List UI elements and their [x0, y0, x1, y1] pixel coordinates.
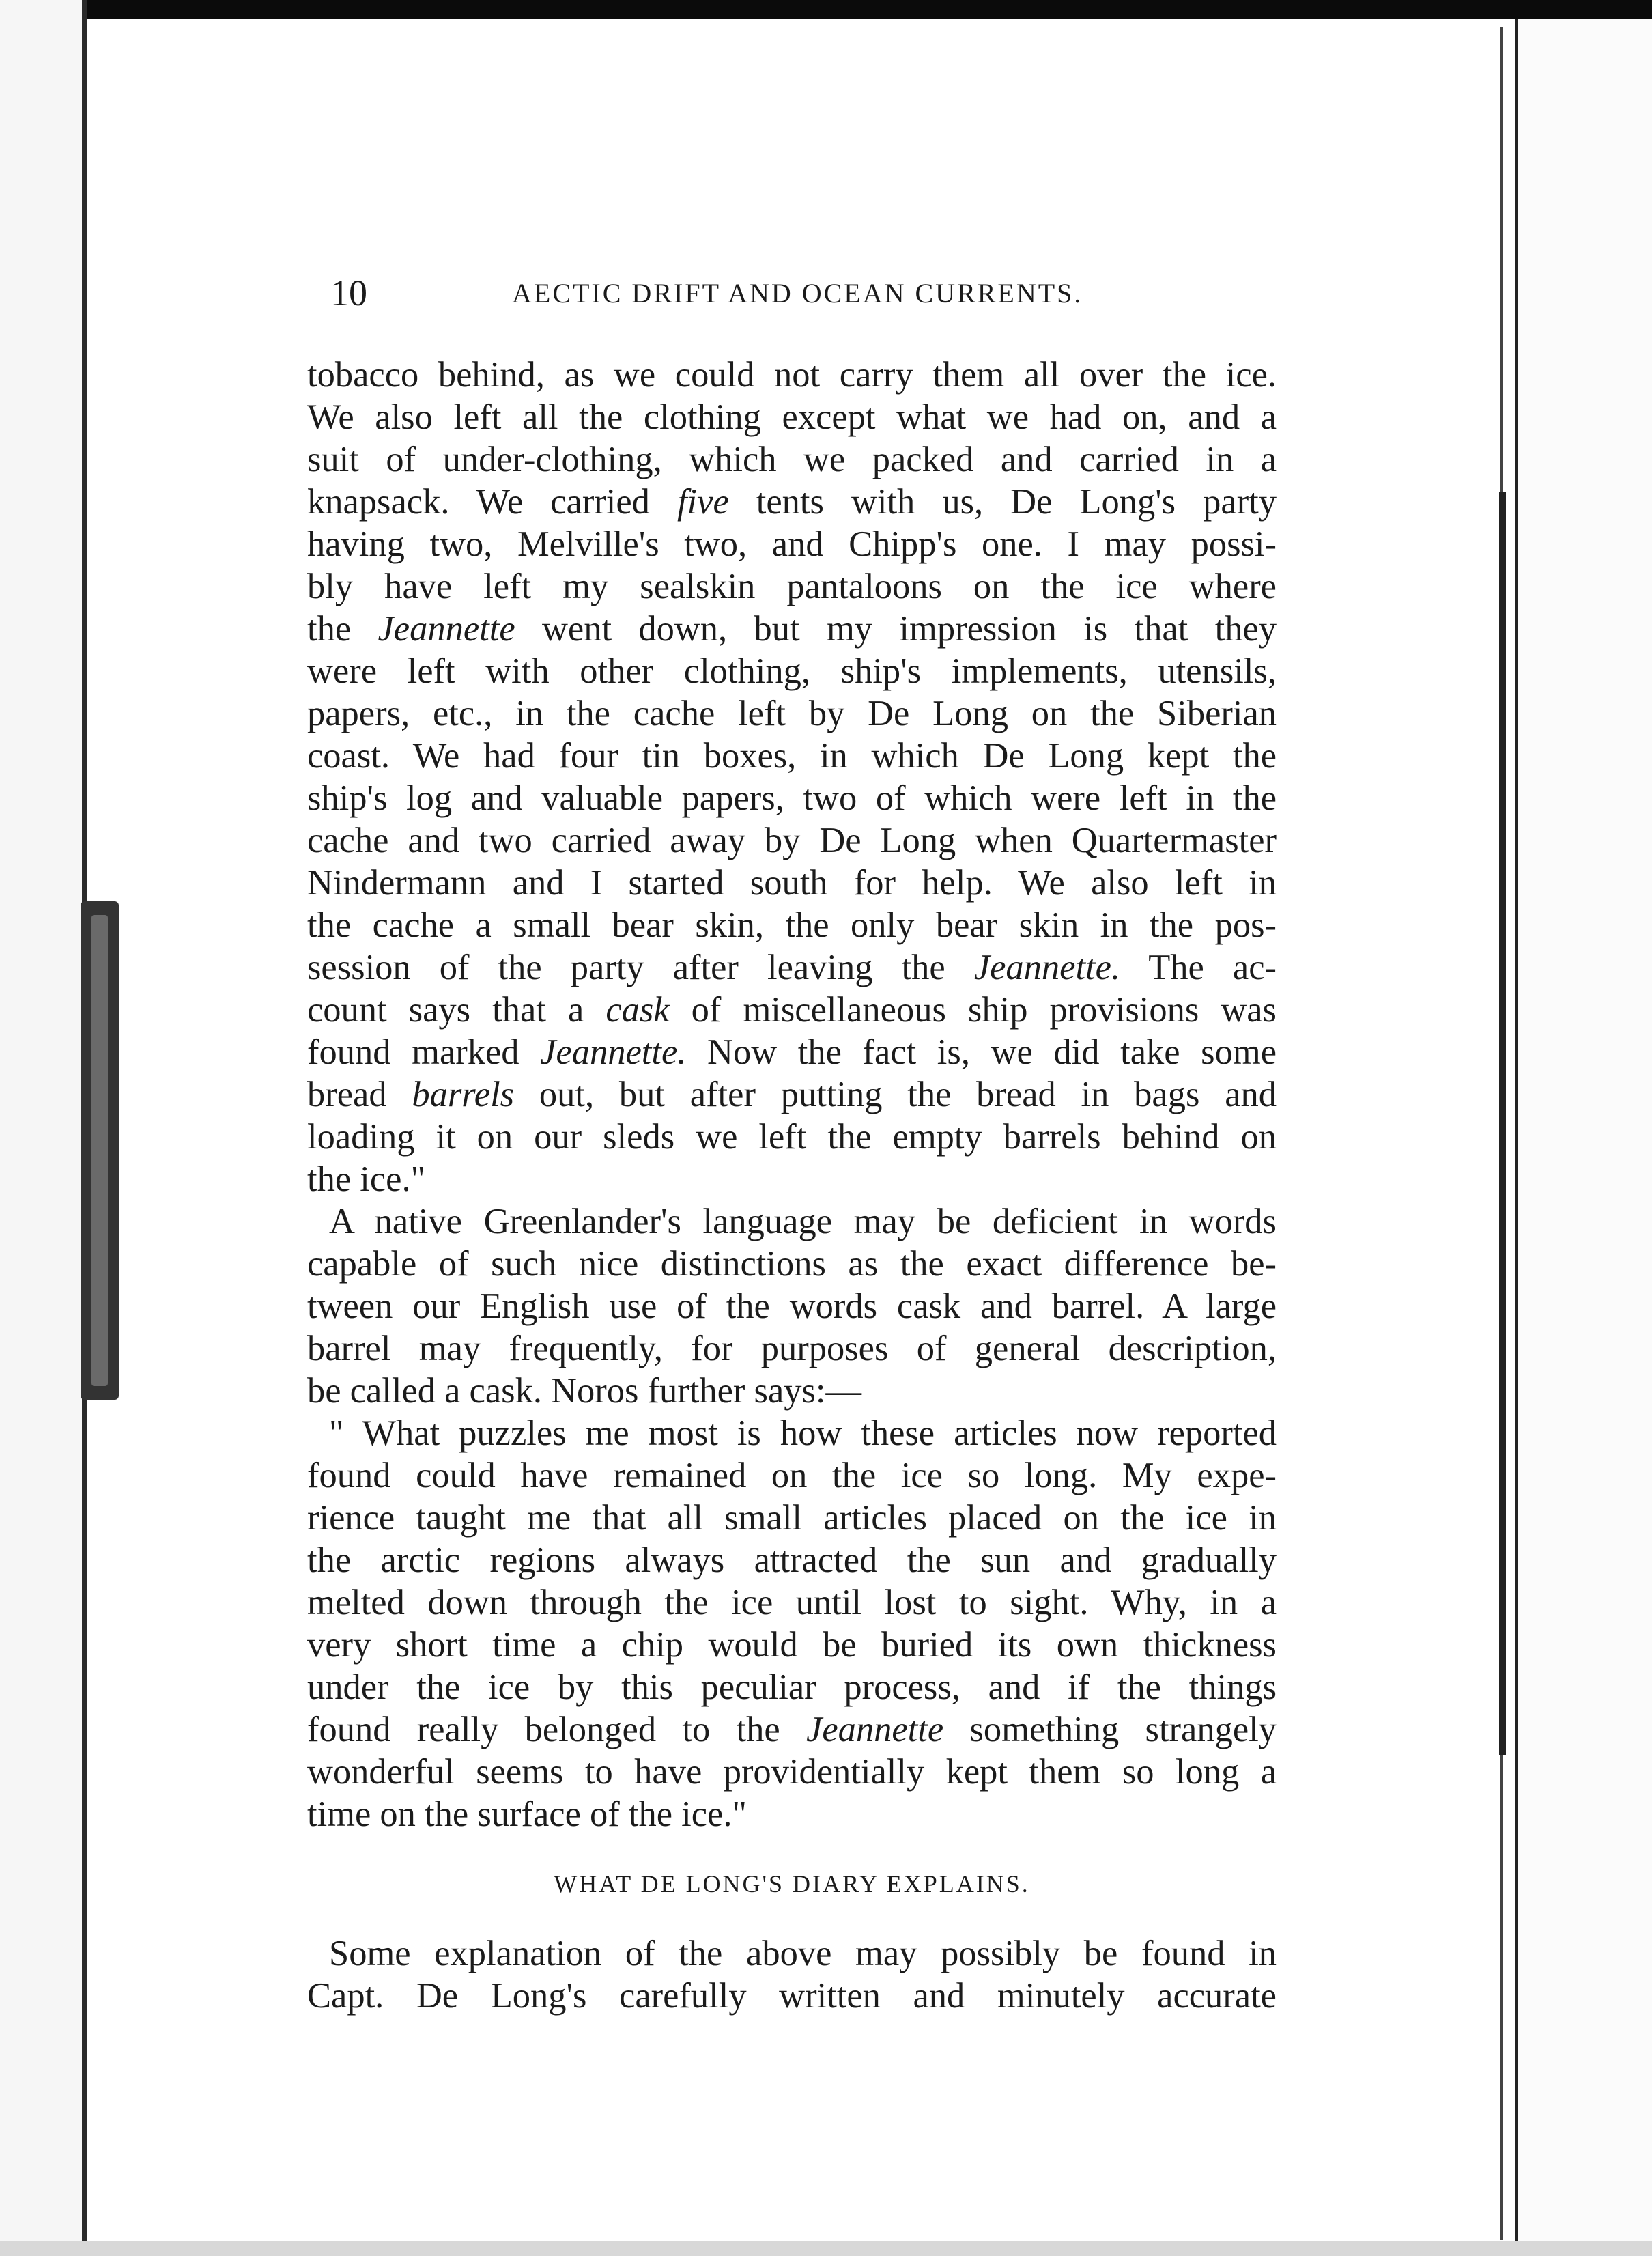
text-line: the ice.": [307, 1159, 426, 1199]
italic-text: Jeannette.: [540, 1032, 687, 1072]
binding-clip-inner: [91, 915, 108, 1386]
text-line: bread barrels out, but after putting the bread in bags and: [307, 1075, 1277, 1114]
scan-left-margin: [0, 0, 87, 2256]
text-line: Capt. De Long's carefully written and minutely accurate: [307, 1976, 1277, 2016]
text-line: tween our English use of the words cask and barrel. A large: [307, 1286, 1277, 1326]
text-line: the cache a small bear skin, the only bear skin in the pos-: [307, 905, 1277, 945]
running-head: AECTIC DRIFT AND OCEAN CURRENTS.: [512, 278, 1083, 309]
section-heading: WHAT DE LONG'S DIARY EXPLAINS.: [554, 1870, 1030, 1898]
text-line: capable of such nice distinctions as the exact difference be-: [307, 1244, 1277, 1284]
text-line: knapsack. We carried five tents with us, De Long's party: [307, 482, 1277, 522]
text-line: We also left all the clothing except what we had on, and a: [307, 397, 1277, 437]
text-line: suit of under-clothing, which we packed and carried in a: [307, 440, 1277, 479]
text-line: A native Greenlander's language may be deficient in words: [329, 1202, 1277, 1241]
facing-page: [1515, 19, 1652, 2241]
italic-text: five: [677, 482, 729, 522]
body-text: [307, 354, 1277, 2017]
text-line: barrel may frequently, for purposes of general description,: [307, 1329, 1277, 1368]
scan-top-border: [0, 0, 1652, 19]
text-line: under the ice by this peculiar process, and if the things: [307, 1667, 1277, 1707]
text-line: found marked Jeannette. Now the fact is, we did take some: [307, 1032, 1277, 1072]
text-line: the Jeannette went down, but my impression is that they: [307, 609, 1277, 649]
text-line: time on the surface of the ice.": [307, 1794, 747, 1834]
text-line: Nindermann and I started south for help. We also left in: [307, 863, 1277, 903]
text-line: having two, Melville's two, and Chipp's one. I may possi-: [307, 524, 1277, 564]
text-line: tobacco behind, as we could not carry them all over the ice.: [307, 355, 1277, 395]
text-line: found really belonged to the Jeannette something strangely: [307, 1710, 1277, 1749]
text-line: bly have left my sealskin pantaloons on the ice where: [307, 567, 1277, 606]
text-line: the arctic regions always attracted the sun and gradually: [307, 1540, 1277, 1580]
text-line: count says that a cask of miscellaneous ship provisions was: [307, 990, 1277, 1030]
text-line: rience taught me that all small articles placed on the ice in: [307, 1498, 1277, 1538]
text-line: session of the party after leaving the Jeannette. The ac-: [307, 948, 1277, 987]
text-line: Some explanation of the above may possibly be found in: [329, 1934, 1277, 1973]
paragraph-block: [307, 1932, 1277, 2017]
scan-bottom-border: [0, 2241, 1652, 2256]
text-line: loading it on our sleds we left the empty barrels behind on: [307, 1117, 1277, 1157]
italic-text: Jeannette: [378, 609, 515, 649]
italic-text: Jeannette: [806, 1710, 944, 1749]
italic-text: cask: [606, 990, 670, 1030]
text-line: ship's log and valuable papers, two of which were left in the: [307, 778, 1277, 818]
text-line: coast. We had four tin boxes, in which De Long kept the: [307, 736, 1277, 776]
text-line: melted down through the ice until lost to sight. Why, in a: [307, 1583, 1277, 1622]
italic-text: barrels: [412, 1075, 515, 1114]
paragraph-block: [307, 354, 1277, 1835]
text-line: be called a cask. Noros further says:—: [307, 1371, 862, 1411]
book-page: [307, 259, 1277, 2017]
page-number: 10: [330, 272, 367, 313]
text-line: cache and two carried away by De Long when Quartermaster: [307, 821, 1277, 860]
text-line: " What puzzles me most is how these articles now reported: [329, 1413, 1277, 1453]
text-line: were left with other clothing, ship's implements, utensils,: [307, 651, 1277, 691]
text-line: wonderful seems to have providentially kept them so long a: [307, 1752, 1277, 1792]
text-line: very short time a chip would be buried its own thickness: [307, 1625, 1277, 1665]
text-line: papers, etc., in the cache left by De Long on the Siberian: [307, 694, 1277, 733]
italic-text: Jeannette.: [973, 948, 1121, 987]
text-line: found could have remained on the ice so long. My expe-: [307, 1456, 1277, 1495]
page-header: [307, 259, 1277, 321]
binding-spine: [1499, 492, 1506, 1755]
